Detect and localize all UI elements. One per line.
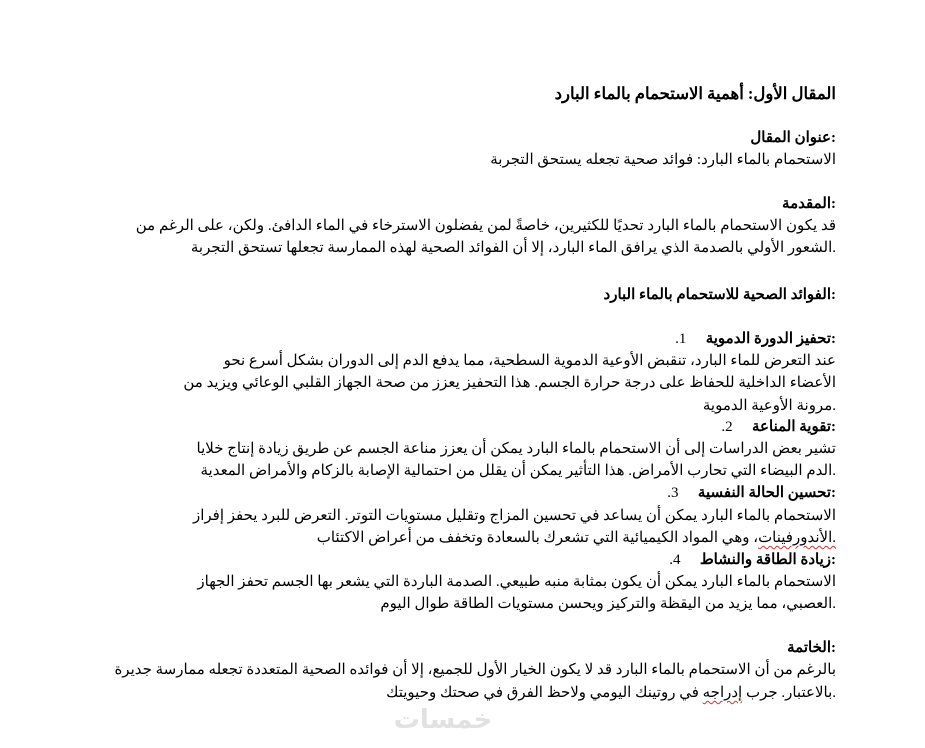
intro-line-1: قد يكون الاستحمام بالماء البارد تحديًا للكثيرين، خاصةً لمن يفضلون الاسترخاء في الماء الدافئ. ولكن، على الرغم من — [135, 218, 836, 234]
benefit-3-line-2 — [110, 527, 836, 549]
benefits-heading: :الفوائد الصحية للاستحمام بالماء البارد — [603, 287, 836, 303]
conclusion-line-1: بالرغم من أن الاستحمام بالماء البارد قد لا يكون الخيار الأول للجميع، إلا أن فوائده الصحية المتعددة تجعله ممارسة جديرة — [114, 662, 836, 678]
spellcheck-underlined-word-2: إدراجه — [702, 685, 743, 701]
benefit-2-line-1: تشير بعض الدراسات إلى أن الاستحمام بالماء البارد يمكن أن يعزز مناعة الجسم عن طريق زيادة إنتاج خلايا — [196, 441, 836, 457]
benefit-3-line-2-text: ، وهي المواد الكيميائية التي تشعرك بالسعادة وتخفف من أعراض الاكتئاب — [316, 530, 759, 546]
article-title: المقال الأول: أهمية الاستحمام بالماء البارد — [554, 84, 836, 103]
document-page — [110, 0, 836, 748]
benefit-4-title: :زيادة الطاقة والنشاط — [699, 552, 836, 568]
benefit-3-title: :تحسين الحالة النفسية — [697, 485, 836, 501]
benefit-4-number: 4. — [669, 552, 681, 568]
benefit-2-title: :تقوية المناعة — [752, 419, 836, 435]
benefit-2-number: 2. — [721, 419, 733, 435]
headline-label: :عنوان المقال — [750, 130, 836, 146]
benefit-1-line-1: عند التعرض للماء البارد، تنقبض الأوعية الدموية السطحية، مما يدفع الدم إلى الدوران بشكل أسرع نحو — [223, 353, 836, 369]
conclusion-line-2-start: .بالاعتبار. جرب — [742, 685, 836, 701]
spellcheck-underlined-word: .الأندورفينات — [758, 530, 836, 546]
benefit-1-line-3: .مرونة الأوعية الدموية — [702, 398, 836, 414]
headline-text: الاستحمام بالماء البارد: فوائد صحية تجعله يستحق التجربة — [490, 152, 836, 168]
benefit-1-line-2: الأعضاء الداخلية للحفاظ على درجة حرارة الجسم. هذا التحفيز يعزز من صحة الجهاز القلبي الوعائي ويزيد من — [183, 375, 836, 391]
benefit-4-line-2: .العصبي، مما يزيد من اليقظة والتركيز ويحسن مستويات الطاقة طوال اليوم — [380, 596, 836, 612]
watermark-logo: خمسات — [393, 705, 493, 735]
benefit-1-title: :تحفيز الدورة الدموية — [705, 331, 836, 347]
benefit-4-heading — [110, 549, 836, 571]
benefit-3-number: 3. — [667, 485, 679, 501]
benefit-3-line-1: الاستحمام بالماء البارد يمكن أن يساعد في تحسين المزاج وتقليل مستويات التوتر. التعرض للبرد يحفز إفراز — [192, 508, 836, 524]
intro-line-2: .الشعور الأولي بالصدمة الذي يرافق الماء البارد، إلا أن الفوائد الصحية لهذه الممارسة تجعلها تستحق التجربة — [190, 240, 836, 256]
benefit-4-line-1: الاستحمام بالماء البارد يمكن أن يكون بمثابة منبه طبيعي. الصدمة الباردة التي يشعر بها الجسم تحفز الجهاز — [197, 574, 836, 590]
benefit-1-number: 1. — [675, 331, 687, 347]
conclusion-label: :الخاتمة — [787, 640, 836, 656]
benefit-2-line-2: .الدم البيضاء التي تحارب الأمراض. هذا التأثير يمكن أن يقلل من احتمالية الإصابة بالزكام والأمراض المعدية — [200, 463, 836, 479]
conclusion-line-2-end: في روتينك اليومي ولاحظ الفرق في صحتك وحيويتك — [386, 685, 703, 701]
benefit-2-heading — [110, 416, 836, 438]
benefit-1-heading — [110, 328, 836, 350]
intro-label: :المقدمة — [782, 196, 836, 212]
benefit-3-heading — [110, 482, 836, 504]
